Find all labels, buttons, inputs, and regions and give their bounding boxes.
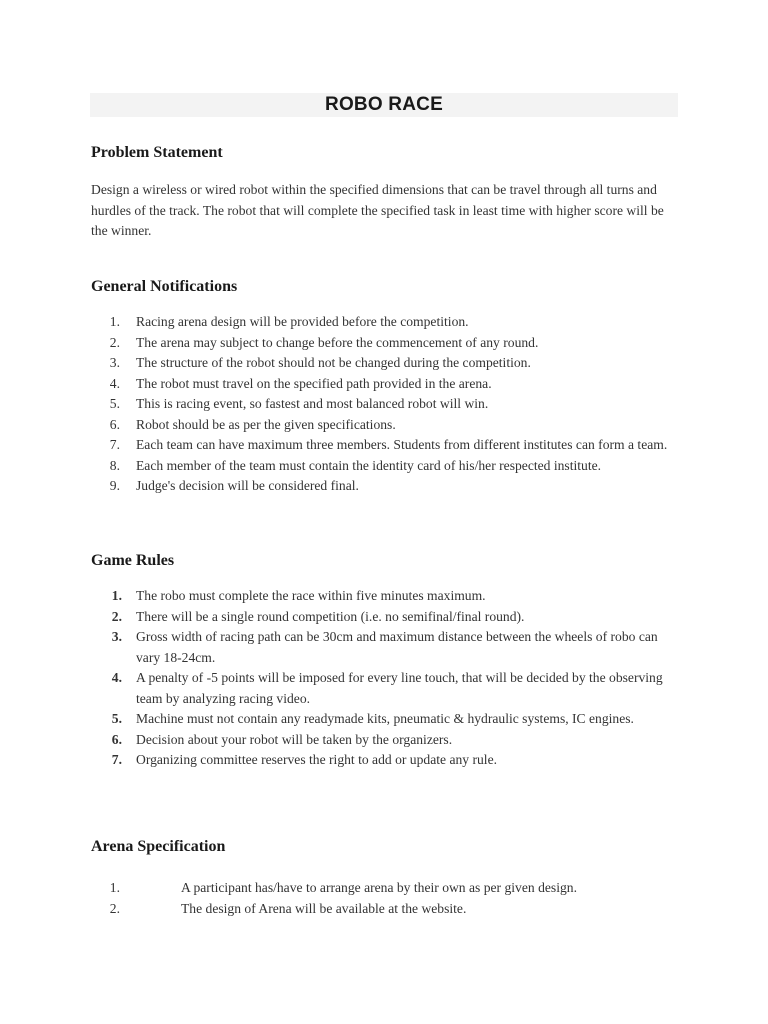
list-item: 2. There will be a single round competition (i.e. no semifinal/final round). [111,608,525,624]
general-notifications-heading: General Notifications [91,278,238,295]
arena-specification-heading: Arena Specification [91,838,226,855]
title-bar [90,93,678,117]
arena-specification-list [0,878,681,919]
game-rules-list [0,586,681,771]
page-title: ROBO RACE [325,94,443,115]
list-item: 5. This is racing event, so fastest and most balanced robot will win. [109,396,489,411]
list-item: 4. The robot must travel on the specified path provided in the arena. [109,375,492,391]
list-item: 6. Robot should be as per the given specifications. [109,416,396,432]
problem-statement-text: Design a wireless or wired robot within the specified dimensions that can be travel through all turns and hurdles of the track. The robot that will complete the specified task in least time with higher score will be the winner. [91,182,664,238]
list-item: 9. Judge's decision will be considered final. [109,478,359,493]
list-item: 3. Gross width of racing path can be 30cm and maximum distance between the wheels of robo can vary 18-24cm. [111,629,658,665]
list-item: 1. A participant has/have to arrange arena by their own as per given design. [109,880,577,895]
list-item: 1. Racing arena design will be provided before the competition. [109,314,469,329]
list-item: 7. Each team can have maximum three members. Students from different institutes can form a team. [109,437,668,452]
list-item: 3. The structure of the robot should not be changed during the competition. [109,355,531,370]
game-rules-heading: Game Rules [91,552,175,569]
problem-statement-heading: Problem Statement [91,144,223,161]
list-item: 6. Decision about your robot will be taken by the organizers. [111,731,453,747]
general-notifications-list [0,312,681,497]
list-item: 2. The design of Arena will be available at the website. [109,900,467,916]
list-item: 5. Machine must not contain any readymade kits, pneumatic & hydraulic systems, IC engines. [111,711,634,726]
list-item: 4. A penalty of -5 points will be imposed for every line touch, that will be decided by the observing team by analyzing racing video. [111,670,663,706]
list-item: 2. The arena may subject to change before the commencement of any round. [109,334,539,350]
list-item: 1. The robo must complete the race within five minutes maximum. [111,588,486,603]
list-item: 8. Each member of the team must contain the identity card of his/her respected institute. [109,457,602,473]
list-item: 7. Organizing committee reserves the right to add or update any rule. [111,752,497,767]
